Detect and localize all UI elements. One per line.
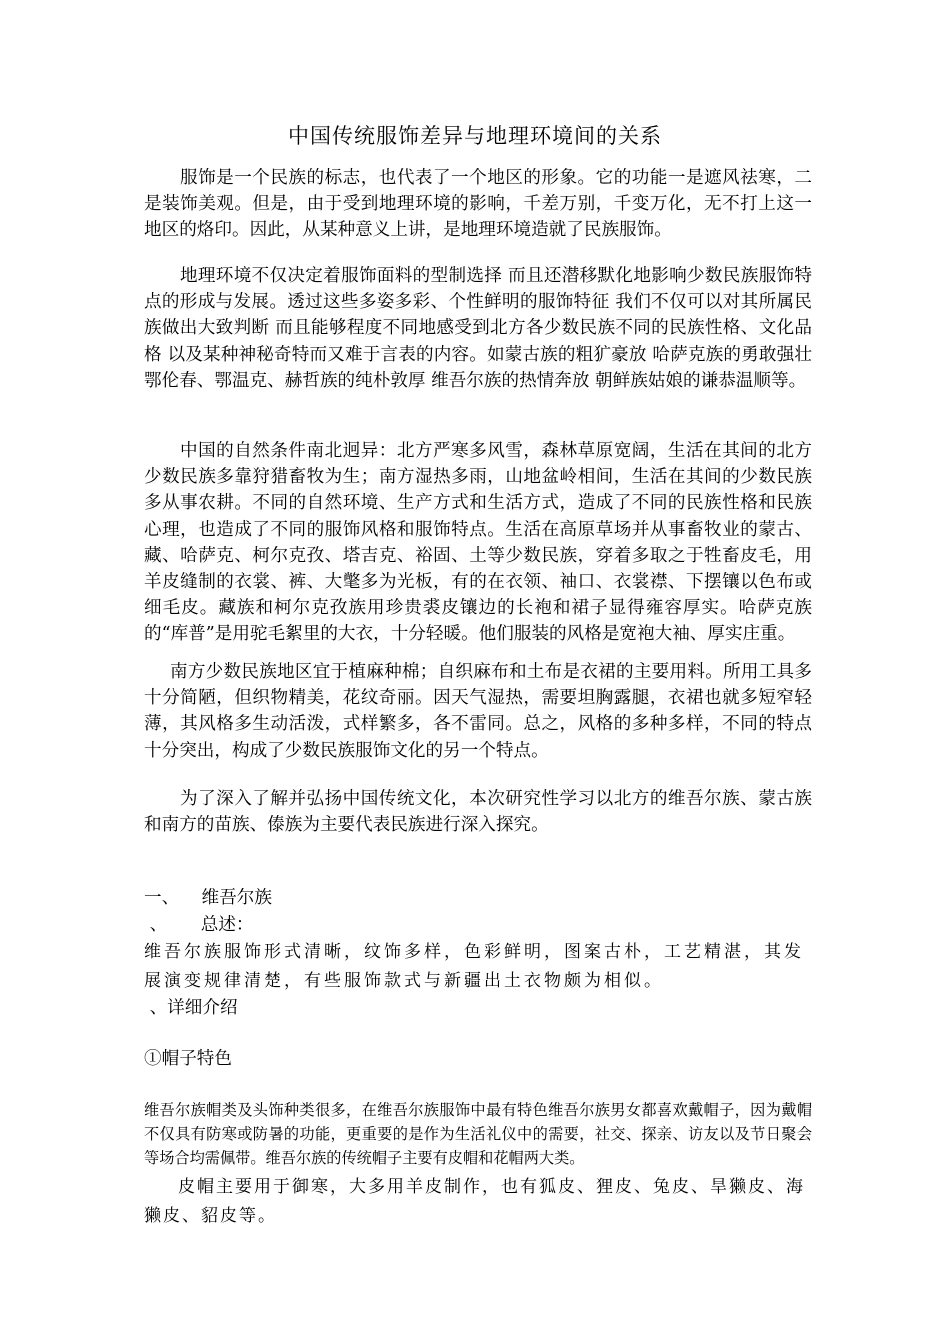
subheading-overview: 、 总述： (144, 915, 254, 935)
section-heading-uyghur: 一、 维吾尔族 (144, 888, 272, 908)
page-title: 中国传统服饰差异与地理环境间的关系 (288, 124, 662, 148)
subheading-details: 、详细介绍 (144, 998, 238, 1018)
intro-paragraph: 服饰是一个民族的标志，也代表了一个地区的形象。它的功能一是遮风祛寒，二是装饰美观。但是，由于受到地理环境的影响，千差万别，千变万化，无不打上这一地区的烙印。因此，从某种意义上讲，是地理环境造就了民族服饰。 (144, 168, 812, 241)
geography-paragraph: 地理环境不仅决定着服饰面料的型制选择 而且还潜移默化地影响少数民族服饰特点的形成与发展。透过这些多姿多彩、个性鲜明的服饰特征 我们不仅可以对其所属民族做出大致判断 而且能够程度不同地感受到北方各少数民族不同的民族性格、文化品格 以及某种神秘奇特而又难于言表的内容。如蒙古族的粗犷豪放 哈萨克族的勇敢强壮 鄂伦春、鄂温克、赫哲族的纯朴敦厚 维吾尔族的热情奔放 朝鲜族姑娘的谦恭温顺等。 (144, 266, 812, 391)
subheading-hats: ①帽子特色 (144, 1049, 232, 1069)
hats-detail-text: 维吾尔族帽类及头饰种类很多，在维吾尔族服饰中最有特色维吾尔族男女都喜欢戴帽子，因为戴帽不仅具有防寒或防暑的功能，更重要的是作为生活礼仪中的需要，社交、探亲、访友以及节日聚会等场合均需佩带。维吾尔族的传统帽子主要有皮帽和花帽两大类。 (144, 1101, 812, 1167)
research-paragraph: 为了深入了解并弘扬中国传统文化，本次研究性学习以北方的维吾尔族、蒙古族和南方的苗族、傣族为主要代表民族进行深入探究。 (144, 789, 812, 836)
fur-hats-text: 皮帽主要用于御寒，大多用羊皮制作，也有狐皮、狸皮、兔皮、旱獭皮、海獭皮、貂皮等。 (144, 1177, 805, 1226)
south-paragraph: 南方少数民族地区宜于植麻种棉；自织麻布和土布是衣裙的主要用料。所用工具多十分简陋，但织物精美，花纹奇丽。因天气湿热，需要坦胸露腿，衣裙也就多短窄轻薄，其风格多生动活泼，式样繁多，各不雷同。总之，风格的多种多样，不同的特点十分突出，构成了少数民族服饰文化的另一个特点。 (144, 662, 812, 761)
overview-text: 维吾尔族服饰形式清晰，纹饰多样，色彩鲜明，图案古朴，工艺精湛，其发展演变规律清楚，有些服饰款式与新疆出土衣物颇为相似。 (144, 942, 804, 991)
north-paragraph: 中国的自然条件南北迥异：北方严寒多风雪，森林草原宽阔，生活在其间的北方少数民族多靠狩猎畜牧为生；南方湿热多雨，山地盆岭相间，生活在其间的少数民族多从事农耕。不同的自然环境、生产方式和生活方式，造成了不同的民族性格和民族心理，也造成了不同的服饰风格和服饰特点。生活在高原草场并从事畜牧业的蒙古、藏、哈萨克、柯尔克孜、塔吉克、裕固、土等少数民族，穿着多取之于牲畜皮毛，用羊皮缝制的衣裳、裤、大氅多为光板，有的在衣领、袖口、衣裳襟、下摆镶以色布或细毛皮。藏族和柯尔克孜族用珍贵裘皮镶边的长袍和裙子显得雍容厚实。哈萨克族的“库普”是用驼毛絮里的大衣，十分轻暖。他们服装的风格是宽袍大袖、厚实庄重。 (144, 441, 812, 645)
